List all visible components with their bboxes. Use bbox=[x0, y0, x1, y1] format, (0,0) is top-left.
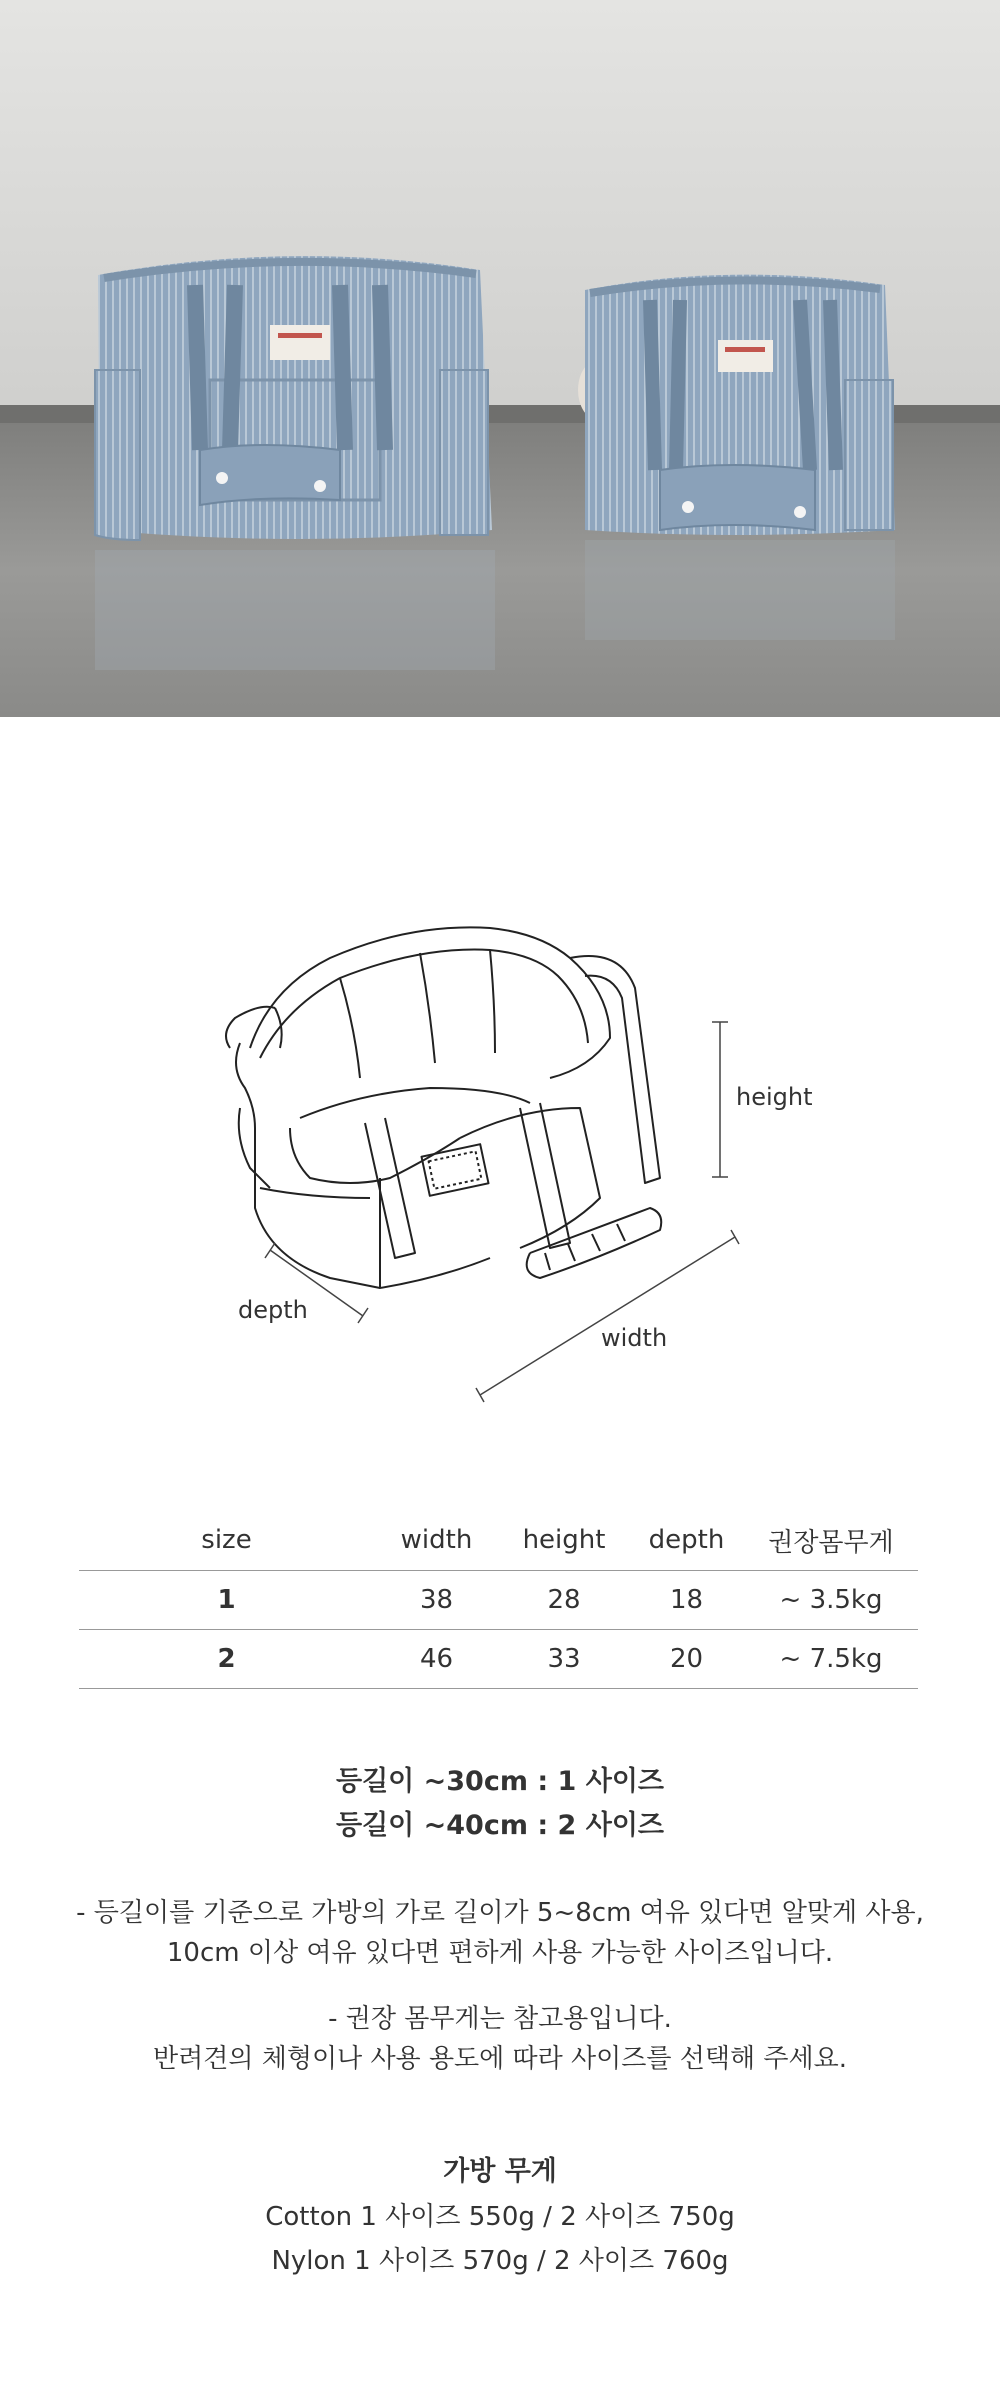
weight-note bbox=[0, 1999, 1000, 2079]
table-header-row bbox=[79, 1510, 918, 1571]
bag-weight-title: 가방 무게 bbox=[443, 2156, 557, 2187]
product-photo bbox=[0, 0, 1000, 717]
header-width: width bbox=[400, 1525, 473, 1555]
bag-weight-section bbox=[0, 2149, 1000, 2283]
bag-weight-cotton: Cotton 1 사이즈 550g / 2 사이즈 750g bbox=[265, 2202, 735, 2232]
weight-note-line-2: 반려견의 체형이나 사용 용도에 따라 사이즈를 선택해 주세요. bbox=[152, 2044, 848, 2074]
size-note-line-2: 10cm 이상 여유 있다면 편하게 사용 가능한 사이즈입니다. bbox=[166, 1938, 834, 1968]
back-length-line-1: 등길이 ~30cm : 1 사이즈 bbox=[335, 1766, 664, 1797]
size-note bbox=[0, 1893, 1000, 1973]
size-cell: 2 bbox=[217, 1644, 236, 1674]
height-cell: 28 bbox=[547, 1585, 581, 1615]
header-depth: depth bbox=[648, 1525, 725, 1555]
size-table bbox=[79, 1510, 918, 1689]
height-cell: 33 bbox=[547, 1644, 581, 1674]
depth-label: depth bbox=[238, 1296, 308, 1324]
table-row bbox=[79, 1630, 918, 1689]
header-size: size bbox=[201, 1525, 252, 1555]
table-row bbox=[79, 1571, 918, 1630]
back-length-guide bbox=[0, 1760, 1000, 1848]
width-cell: 38 bbox=[419, 1585, 454, 1615]
height-label: height bbox=[736, 1083, 813, 1111]
width-cell: 46 bbox=[419, 1644, 454, 1674]
header-height: height bbox=[522, 1525, 606, 1555]
size-cell: 1 bbox=[217, 1585, 236, 1615]
depth-cell: 20 bbox=[669, 1644, 704, 1674]
width-label: width bbox=[601, 1324, 668, 1352]
weight-cell: ~ 3.5kg bbox=[779, 1585, 883, 1615]
bag-line-drawing bbox=[190, 878, 720, 1358]
header-recommended-weight: 권장몸무게 bbox=[768, 1527, 894, 1558]
weight-note-line-1: - 권장 몸무게는 참고용입니다. bbox=[328, 2004, 672, 2034]
back-length-line-2: 등길이 ~40cm : 2 사이즈 bbox=[335, 1810, 664, 1841]
large-bag bbox=[95, 256, 492, 540]
weight-cell: ~ 7.5kg bbox=[779, 1644, 883, 1674]
size-note-line-1: - 등길이를 기준으로 가방의 가로 길이가 5~8cm 여유 있다면 알맞게 사용, bbox=[76, 1898, 924, 1928]
small-bag bbox=[578, 275, 895, 535]
bag-weight-nylon: Nylon 1 사이즈 570g / 2 사이즈 760g bbox=[271, 2246, 729, 2276]
depth-cell: 18 bbox=[669, 1585, 704, 1615]
